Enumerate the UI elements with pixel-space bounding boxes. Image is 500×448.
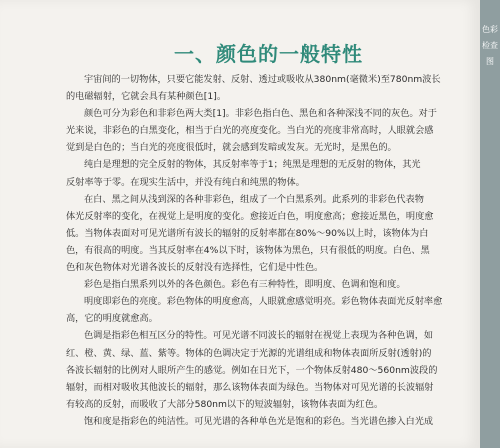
term-lead: 饱和度是指彩色的纯洁性。 (84, 415, 195, 427)
chapter-tab (480, 0, 500, 448)
text-line (66, 293, 480, 310)
text-line: 有较高的反射，而吸收了大部分580nm以下的短波辐射，该物体表面为红色。 (66, 398, 384, 410)
term-lead: 明度即彩色的亮度。 (84, 296, 167, 308)
body-text (66, 71, 480, 430)
text-line: 在白、黑之间从浅到深的各种非彩色，组成了一个白黑系列。此系列的非彩色代表物 (84, 193, 424, 205)
text-line: 色和灰色物体对光谱各波长的反射没有选择性，它们是中性色。 (66, 262, 324, 274)
text-segment: 可见光谱的各种单色光是饱和的彩色。当光谱色掺入白光成 (194, 415, 434, 427)
text-line: 红、橙、黄、绿、蓝、紫等。物体的色调决定于光源的光谱组成和物体表面所反射(透射)的 (66, 347, 432, 359)
text-line: 体光反射率的变化，在视觉上是明度的变化。愈接近白色，明度愈高；愈接近黑色，明度愈 (66, 210, 434, 222)
text-segment: 彩色物体的明度愈高，人眼就愈感觉明亮。彩色物体表面光反射率愈 (166, 296, 443, 308)
text-line: 颜色可分为彩色和非彩色两大类[1]。非彩色指白色、黑色和各种深浅不同的灰色。对于 (84, 108, 437, 120)
text-line: 低。当物体表面对可见光谱所有波长的辐射的反射率都在80%～90%以上时，该物体为白 (66, 227, 429, 239)
term-lead: 色调是指彩色相互区分的特性。 (84, 330, 213, 342)
text-line (66, 413, 480, 430)
text-line: 色，有很高的明度。当其反射率在4%以下时，该物体为黑色，只有很低的明度。白色、黑 (66, 244, 430, 256)
text-line: 辐射，而相对吸收其他波长的辐射，那么该物体表面为绿色。当物体对可见光谱的长波辐射 (66, 381, 434, 393)
text-line: 的电磁辐射，它就会具有某种颜色[1]。 (66, 91, 227, 103)
text-line: 觉到是白色的；当白光的亮度很低时，就会感到发暗或发灰。无光时，是黑色的。 (66, 142, 397, 154)
text-segment: 可见光谱不同波长的辐射在视觉上表现为各种色调，如 (212, 330, 434, 342)
chapter-tab-label: 色彩检查图 (482, 25, 498, 66)
text-line: 彩色是指白黑系列以外的各色颜色。彩色有三种特性，即明度、色调和饱和度。 (84, 279, 406, 291)
text-line (66, 327, 480, 344)
text-line: 纯白是理想的完全反射的物体，其反射率等于1；纯黑是理想的无反射的物体，其光 (84, 159, 421, 171)
section-title: 一、颜色的一般特性 (174, 42, 363, 66)
text-line: 宇宙间的一切物体，只要它能发射、反射、透过或吸收从380nm(毫微米)至780nm波长 (84, 74, 441, 85)
text-line: 反射率等于零。在现实生活中，并没有纯白和纯黑的物体。 (66, 176, 305, 188)
text-line: 高，它的明度就愈高。 (66, 313, 158, 325)
text-line: 各波长辐射的比例对人眼所产生的感觉。例如在日光下，一个物体反射480～560nm波段的 (66, 364, 438, 376)
text-line: 光来说，非彩色的白黑变化，相当于白光的亮度变化。当白光的亮度非常高时，人眼就会感 (66, 125, 434, 137)
